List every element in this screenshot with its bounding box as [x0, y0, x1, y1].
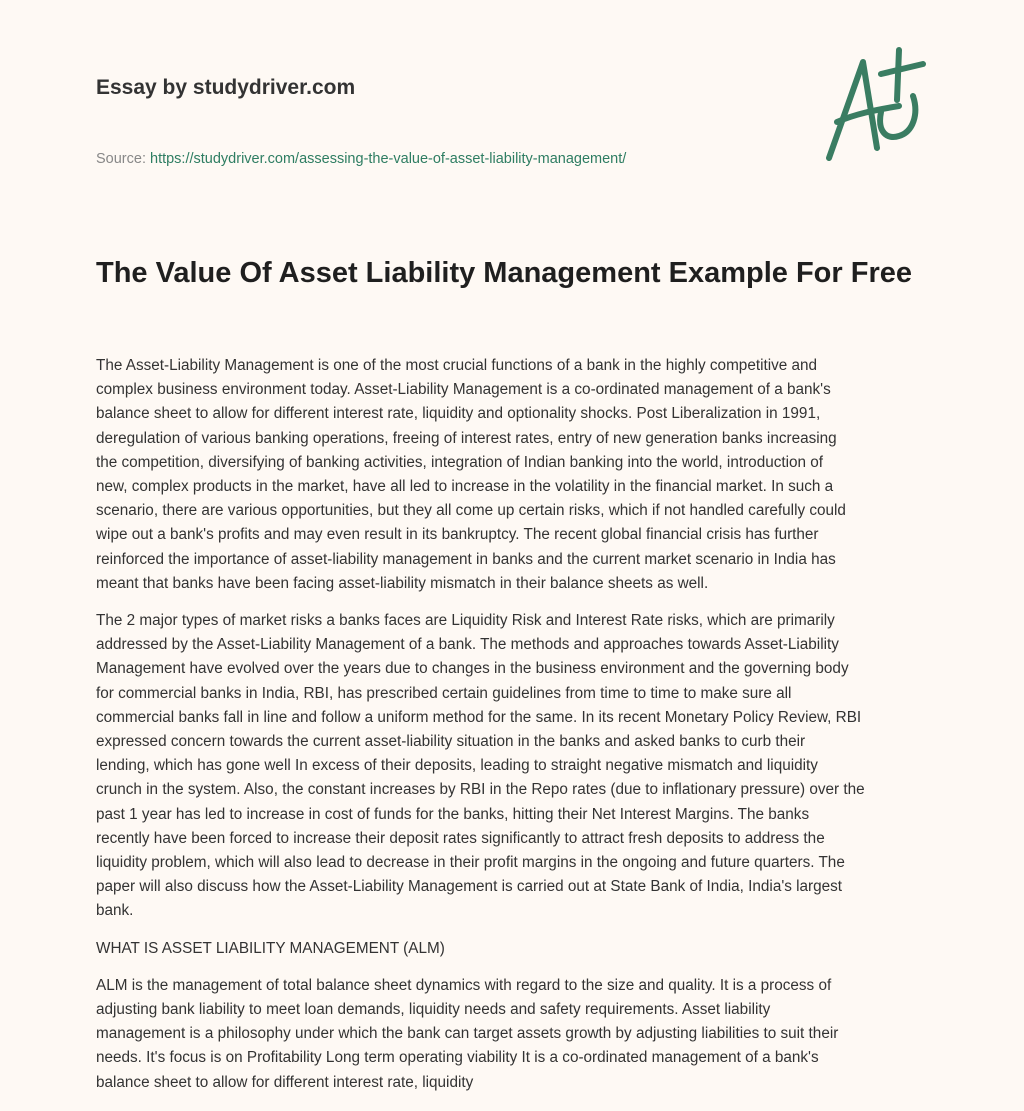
paragraph-line: meant that banks have been facing asset-liability mismatch in their balance sheets as well. [96, 574, 709, 592]
paragraph-line: for commercial banks in India, RBI, has prescribed certain guidelines from time to time to make sure all [96, 684, 792, 702]
paragraph-line: paper will also discuss how the Asset-Liability Management is carried out at State Bank of India, India's largest [96, 878, 843, 896]
paragraph-line: bank. [96, 902, 134, 920]
paragraph-line: recently have been forced to increase their deposit rates significantly to attract fresh deposits to address the [96, 829, 825, 847]
paragraph-line: management is a philosophy under which the bank can target assets growth by adjusting liabilities to suit their [96, 1025, 839, 1043]
paragraph-line: reinforced the importance of asset-liability management in banks and the current market scenario in India has [96, 550, 836, 568]
paragraph-line: wipe out a bank's profits and may even result in its bankruptcy. The recent global financial crisis has further [96, 526, 819, 544]
paragraph [96, 974, 946, 1095]
paragraph-line: complex business environment today. Asset-Liability Management is a co-ordinated management of a bank's [96, 381, 831, 399]
page-title: The Value Of Asset Liability Management Example For Free [96, 257, 912, 289]
paragraph-line: addressed by the Asset-Liability Management of a bank. The methods and approaches towards Asset-Liability [96, 636, 839, 654]
paragraph [96, 354, 946, 596]
paragraph-line: commercial banks fall in line and follow a uniform method for the same. In its recent Monetary Policy Review, RBI [96, 708, 862, 726]
paragraph-line: balance sheet to allow for different interest rate, liquidity and optionality shocks. Post Liberalization in 1991, [96, 405, 821, 423]
paragraph-line: The 2 major types of market risks a banks faces are Liquidity Risk and Interest Rate risks, which are primarily [96, 612, 835, 630]
paragraph [96, 609, 946, 924]
paragraph-line: new, complex products in the market, have all led to increase in the volatility in the financial market. In such a [96, 478, 834, 496]
source-line [96, 151, 626, 167]
source-link[interactable]: https://studydriver.com/assessing-the-value-of-asset-liability-management/ [150, 151, 627, 167]
paragraph-line: lending, which has gone well In excess of their deposits, leading to straight negative mismatch and liquidity [96, 757, 818, 775]
a-plus-logo-icon [815, 40, 935, 165]
paragraph-line: Management have evolved over the years due to changes in the business environment and the governing body [96, 660, 849, 678]
source-label: Source: [96, 151, 150, 167]
paragraph-line: The Asset-Liability Management is one of the most crucial functions of a bank in the highly competitive and [96, 357, 818, 374]
paragraph-line: scenario, there are various opportunities, but they all come up certain risks, which if not handled carefully could [96, 502, 846, 520]
paragraph-line: ALM is the management of total balance sheet dynamics with regard to the size and quality. It is a process of [96, 976, 832, 994]
section-heading: WHAT IS ASSET LIABILITY MANAGEMENT (ALM) [96, 939, 445, 957]
paragraph-line: needs. It's focus is on Profitability Long term operating viability It is a co-ordinated management of a bank's [96, 1049, 819, 1067]
site-brand: Essay by studydriver.com [96, 76, 356, 99]
paragraph-line: past 1 year has led to increase in cost of funds for the banks, hitting their Net Interest Margins. The banks [96, 805, 810, 823]
paragraph-line: the competition, diversifying of banking activities, integration of Indian banking into the world, introduction of [96, 453, 824, 471]
essay-body [96, 354, 946, 1108]
paragraph-line: crunch in the system. Also, the constant increases by RBI in the Repo rates (due to inflationary pressure) over the [96, 781, 865, 799]
paragraph-line: liquidity problem, which will also lead to decrease in their profit margins in the ongoing and future quarters. The [96, 854, 845, 872]
paragraph-line: adjusting bank liability to meet loan demands, liquidity needs and safety requirements. Asset liability [96, 1001, 771, 1019]
paragraph-line: deregulation of various banking operations, freeing of interest rates, entry of new generation banks increasing [96, 429, 837, 447]
paragraph-line: expressed concern towards the current asset-liability situation in the banks and asked banks to curb their [96, 733, 806, 751]
paragraph-line: balance sheet to allow for different interest rate, liquidity [96, 1073, 474, 1091]
